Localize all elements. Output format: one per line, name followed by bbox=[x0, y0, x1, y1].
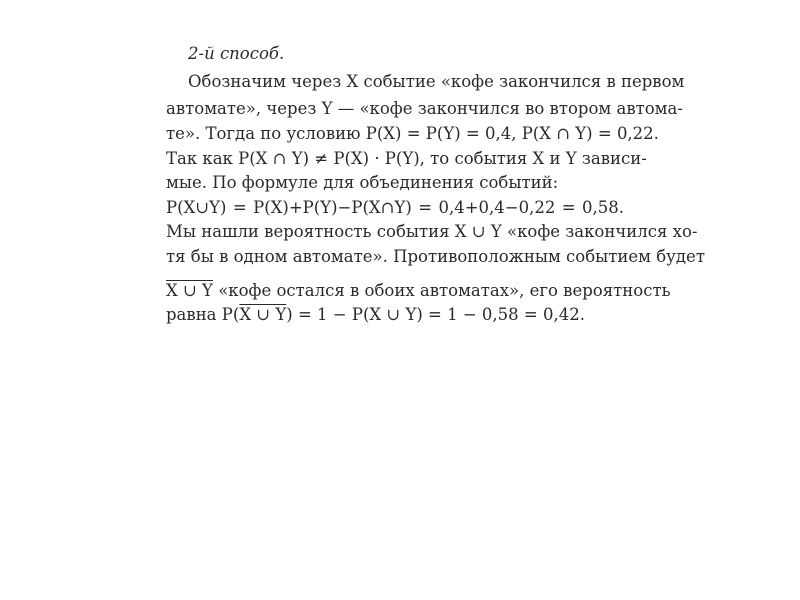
paragraph-line-8: тя бы в одном автомате». Противоположным событием будет bbox=[166, 247, 705, 266]
paragraph-line-5: мые. По формуле для объединения событий: bbox=[166, 173, 559, 192]
continuation-line-2-prefix: равна P( bbox=[166, 305, 240, 324]
paragraph-line-4: Так как P(X ∩ Y) ≠ P(X) · P(Y), то события X и Y зависи- bbox=[166, 149, 647, 168]
formula-union-line: P(X∪Y) = P(X)+P(Y)−P(X∩Y) = 0,4+0,4−0,22 = 0,58. bbox=[166, 198, 624, 217]
fragment-divider bbox=[166, 270, 634, 271]
paragraph-line-2: автомате», через Y — «кофе закончился во втором автома- bbox=[166, 99, 683, 118]
continuation-line-1-text: «кофе остался в обоих автоматах», его вероятность bbox=[212, 281, 671, 300]
method-heading: 2-й способ. bbox=[188, 44, 285, 63]
continuation-line-1 bbox=[166, 279, 671, 303]
continuation-line-2-text: ) = 1 − P(X ∪ Y) = 1 − 0,58 = 0,42. bbox=[286, 305, 585, 324]
complement-event: X ∪ Y bbox=[166, 281, 213, 300]
paragraph-line-7: Мы нашли вероятность события X ∪ Y «кофе закончился хо- bbox=[166, 222, 698, 241]
continuation-line-2 bbox=[166, 303, 626, 327]
paragraph-line-3: те». Тогда по условию P(X) = P(Y) = 0,4, P(X ∩ Y) = 0,22. bbox=[166, 124, 659, 143]
paragraph-line-1: Обозначим через X событие «кофе закончился в первом bbox=[188, 72, 685, 91]
complement-event-in-formula: X ∪ Y bbox=[239, 305, 287, 324]
